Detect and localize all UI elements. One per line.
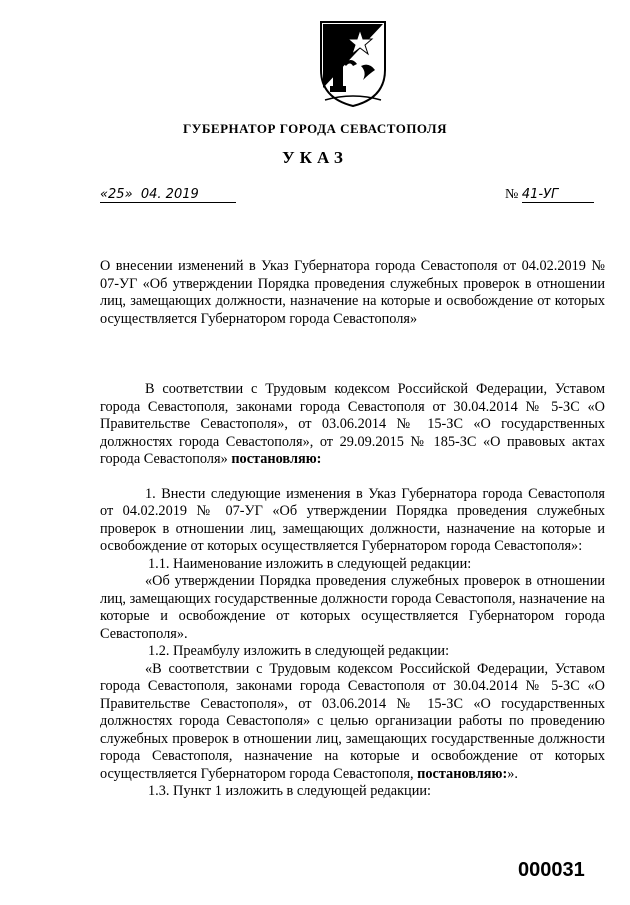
item-1-2-end: ». [507, 765, 518, 782]
item-1-1-text: «Об утверждении Порядка проведения служебных проверок в отношении лиц, замещающих государственные должности города Севастополя, назначение на которые и освобождение от которых осуществляется Губернатором города Севастополя». [100, 573, 605, 642]
item-1-2-text [100, 661, 605, 784]
decree-date [100, 187, 236, 203]
date-day: 25 [108, 187, 125, 202]
date-month-year: 04. 2019 [140, 187, 199, 202]
decree-body [100, 381, 605, 801]
item-1-3: 1.3. Пункт 1 изложить в следующей редакции: [148, 783, 431, 799]
item-1: 1. Внести следующие изменения в Указ Губернатора города Севастополя от 04.02.2019 № 07-УГ «Об утверждении Порядка проведения служебных проверок в отношении лиц, замещающих должности, назначение на которые и освобождение от которых осуществляется Губернатором города Севастополя»: [100, 485, 605, 554]
decree-topic: О внесении изменений в Указ Губернатора города Севастополя от 04.02.2019 № 07-УГ «Об утверждении Порядка проведения служебных проверок в отношении лиц, замещающих должности, назначение на которые и освобождение от которых осуществляется Губернатором города Севастополя» [100, 258, 605, 327]
coat-of-arms-icon [317, 18, 389, 108]
preamble [100, 381, 605, 469]
preamble-resolve: постановляю: [231, 451, 322, 467]
issuing-authority: ГУБЕРНАТОР ГОРОДА СЕВАСТОПОЛЯ [183, 121, 447, 136]
page-number: 000031 [518, 859, 585, 881]
item-1-2-resolve: постановляю: [417, 765, 508, 782]
date-quote-close: » [124, 187, 133, 202]
document-type-title: УКАЗ [282, 148, 348, 167]
preamble-text: В соответствии с Трудовым кодексом Российской Федерации, Уставом города Севастополя, законами города Севастополя от 30.04.2014 № 5-ЗС «О Правительстве Севастополя», от 03.06.2014 № 15-ЗС «О государственных должностях города Севастополя», от 29.09.2015 № 185-ЗС «О правовых актах города Севастополя» [100, 381, 605, 467]
number-sign: № [505, 187, 519, 202]
item-1-2-body: «В соответствии с Трудовым кодексом Российской Федерации, Уставом города Севастополя, законами города Севастополя от 30.04.2014 № 5-ЗС «О Правительстве Севастополя», от 03.06.2014 № 15-ЗС «О государственных должностях города Севастополя» с целью организации работы по проведению служебных проверок в отношении лиц, замещающих государственные должности города Севастополя, назначение на которые и освобождение от которых осуществляется Губернатором города Севастополя, [100, 660, 605, 782]
number-value: 41-УГ [522, 187, 594, 203]
item-1-2: 1.2. Преамбулу изложить в следующей редакции: [148, 643, 450, 659]
decree-number [505, 187, 594, 203]
item-1-1: 1.1. Наименование изложить в следующей редакции: [148, 555, 472, 572]
date-quote-open: « [100, 187, 109, 202]
